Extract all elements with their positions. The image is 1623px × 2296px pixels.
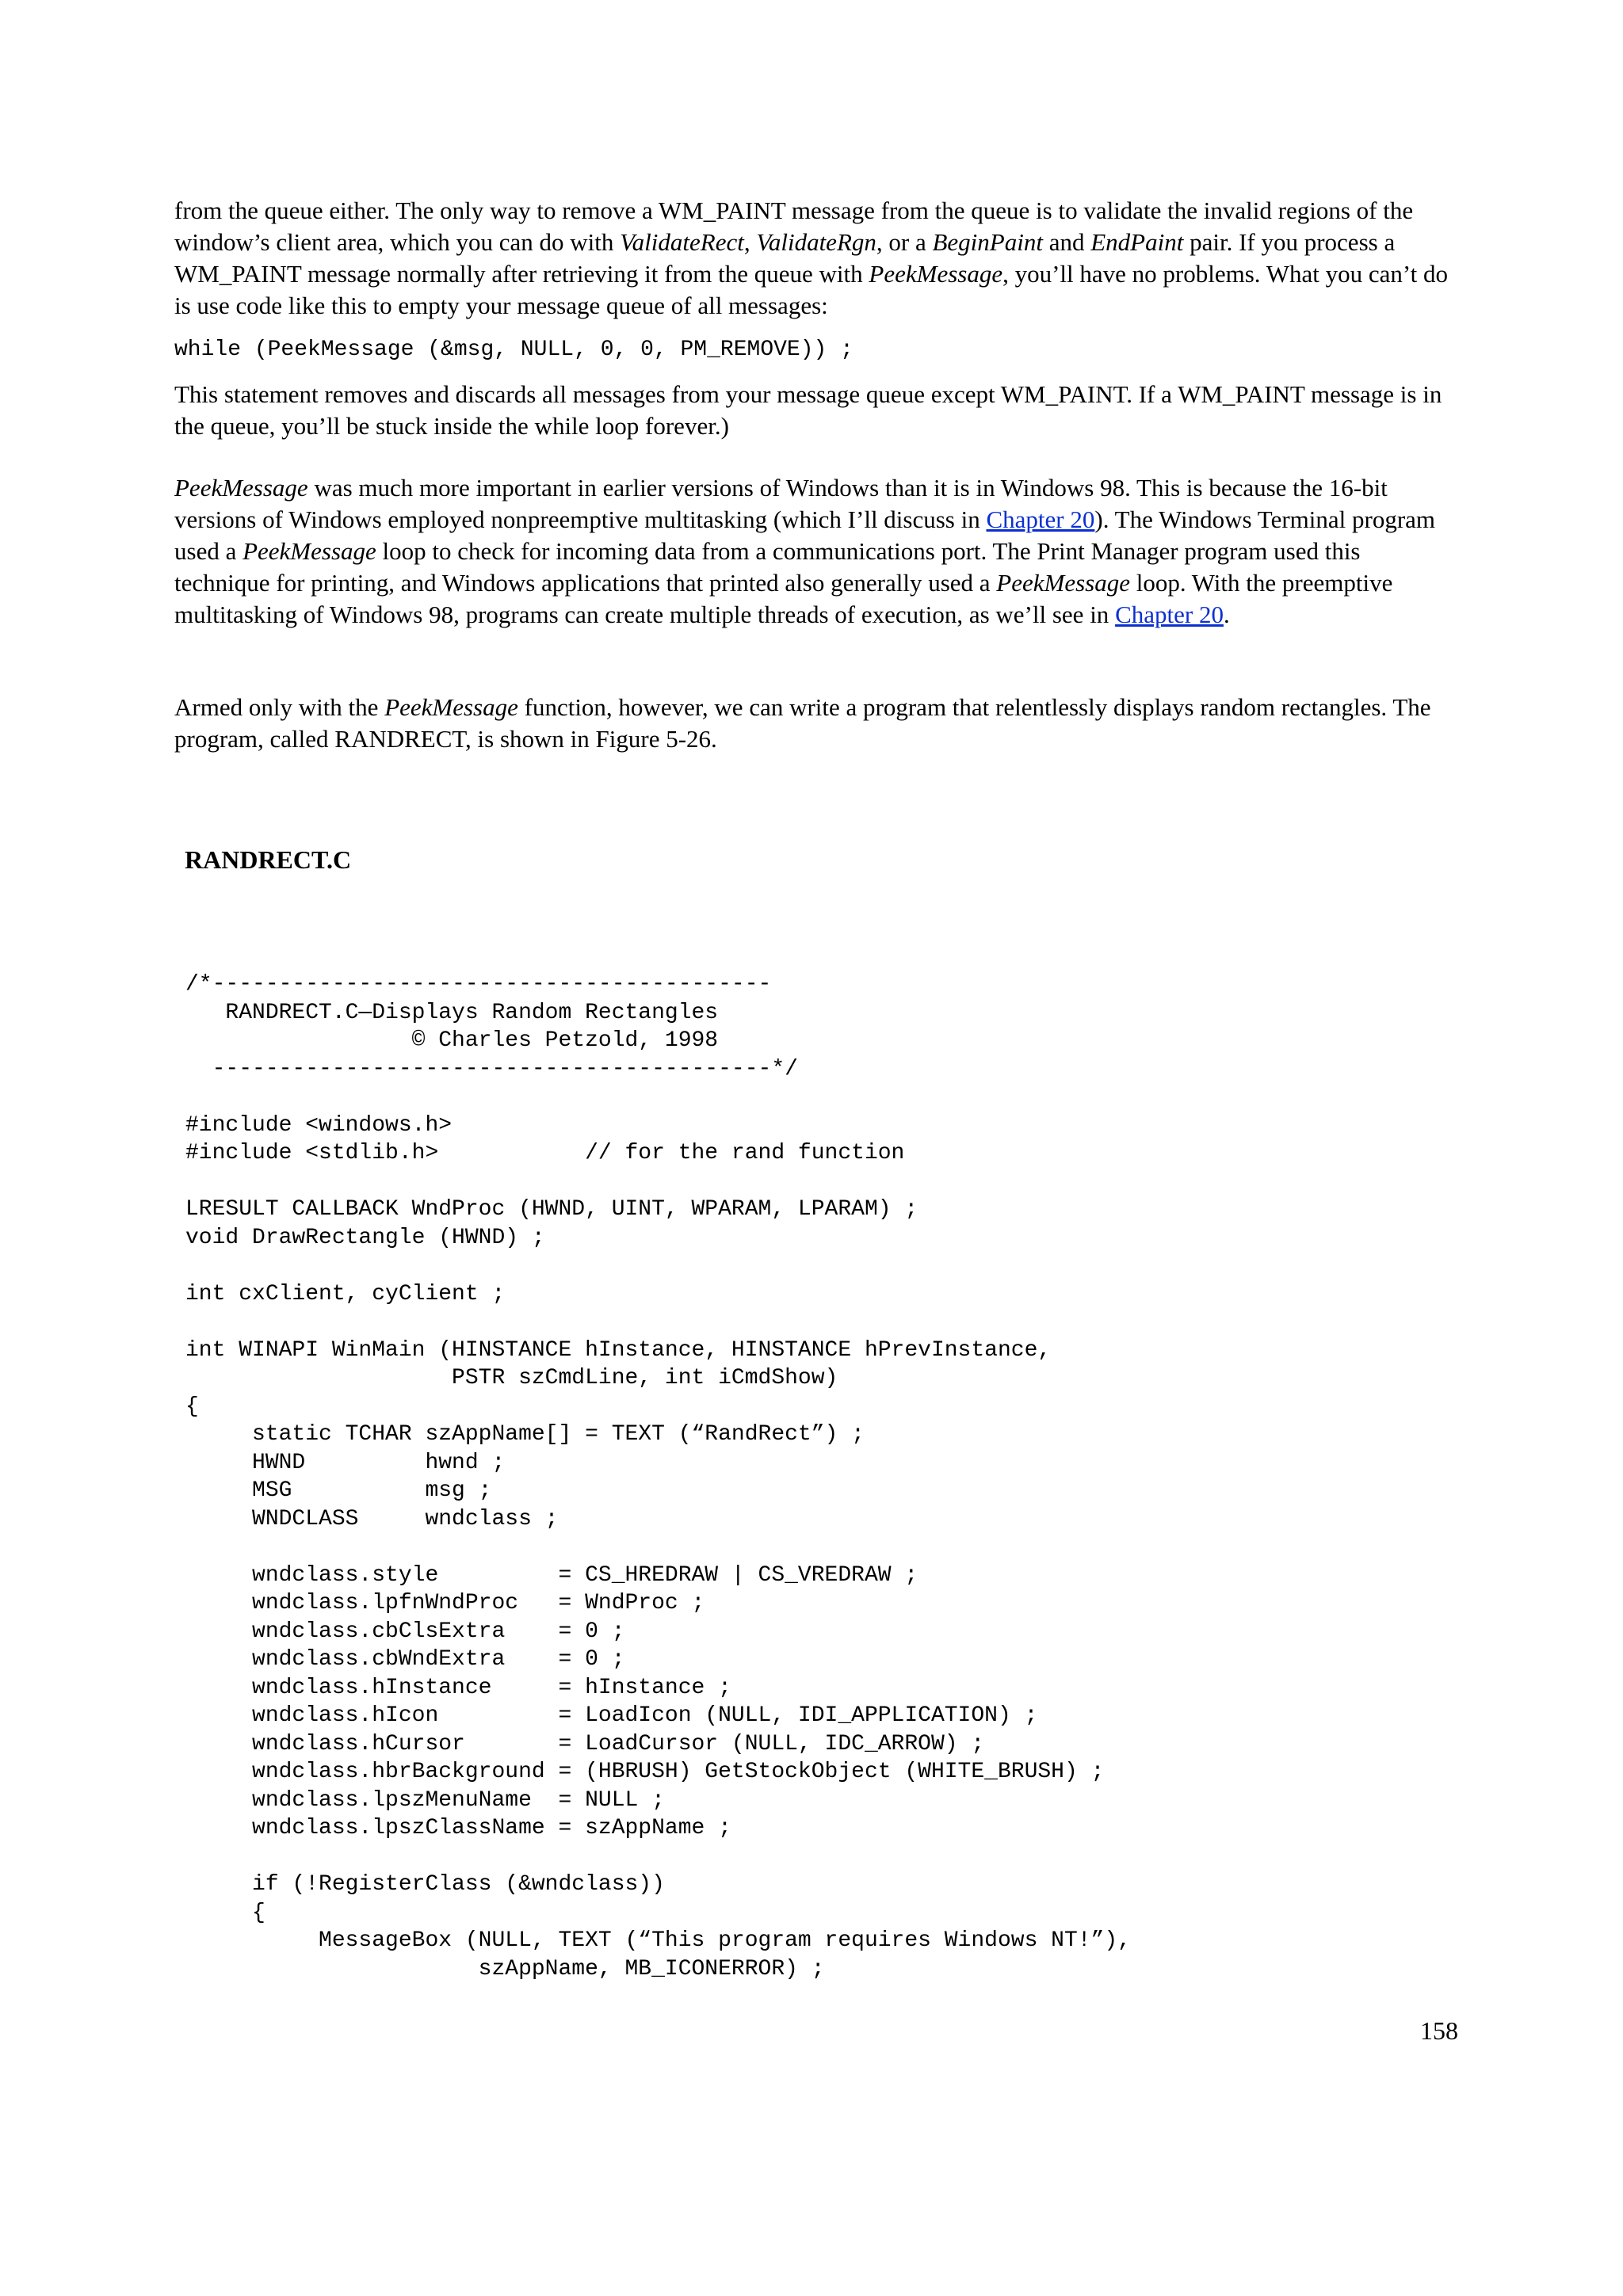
listing-title: RANDRECT.C <box>185 845 352 874</box>
text-run: loop. With the preemptive multitasking of Windows 98, programs can create multiple threads of execution, as we’ll see in <box>174 569 1393 628</box>
italic-term-peekmessage: PeekMessage <box>242 537 376 565</box>
text-run: Armed only with the <box>174 693 385 721</box>
text-run: pair. If you process a WM_PAINT message normally after retrieving it from the queue with <box>174 228 1396 288</box>
italic-term-peekmessage: PeekMessage <box>174 474 308 502</box>
text-run: , you’ll have no problems. What you can’t do is use code like this to empty your message queue of all messages: <box>174 260 1448 319</box>
italic-term-peekmessage: PeekMessage <box>869 260 1003 288</box>
text-run: and <box>1042 228 1091 256</box>
code-snippet-while-loop: while (PeekMessage (&msg, NULL, 0, 0, PM_REMOVE)) ; <box>174 338 854 362</box>
text-run: , <box>743 228 757 256</box>
chapter-20-link[interactable]: Chapter 20 <box>1115 601 1224 628</box>
text-run: ). The Windows Terminal program used a <box>174 505 1436 565</box>
text-run: loop to check for incoming data from a communications port. The Print Manager program used this technique for printing, and Windows applications that printed also generally used a <box>174 537 1361 597</box>
paragraph-validate-regions <box>174 195 1458 322</box>
code-listing: /*------------------------------------------ RANDRECT.C—Displays Random Rectangles © Charles Petzold, 1998 ------------------------------------------*/ #include <windows.h> #include <stdlib.h> // for the rand function LRESULT CALLBACK WndProc (HWND, UINT, WPARAM, LPARAM) ; void DrawRectangle (HWND) ; int cxClient, cyClient ; int WINAPI WinMain (HINSTANCE hInstance, HINSTANCE hPrevInstance, PSTR szCmdLine, int iCmdShow) { static TCHAR szAppName[] = TEXT (“RandRect”) ; HWND hwnd ; MSG msg ; WNDCLASS wndclass ; wndclass.style = CS_HREDRAW | CS_VREDRAW ; wndclass.lpfnWndProc = WndProc ; wndclass.cbClsExtra = 0 ; wndclass.cbWndExtra = 0 ; wndclass.hInstance = hInstance ; wndclass.hIcon = LoadIcon (NULL, IDI_APPLICATION) ; wndclass.hCursor = LoadCursor (NULL, IDC_ARROW) ; wndclass.hbrBackground = (HBRUSH) GetStockObject (WHITE_BRUSH) ; wndclass.lpszMenuName = NULL ; wndclass.lpszClassName = szAppName ; if (!RegisterClass (&wndclass)) { MessageBox (NULL, TEXT (“This program requires Windows NT!”), szAppName, MB_ICONERROR) ; <box>185 972 1131 1981</box>
text-run: function, however, we can write a program that relentlessly displays random rectangles. The program, called RANDRECT, is shown in Figure 5-26. <box>174 693 1431 753</box>
italic-term-endpaint: EndPaint <box>1090 228 1184 256</box>
paragraph-peekmessage-history <box>174 472 1458 631</box>
paragraph-randrect-intro <box>174 692 1458 755</box>
text-run: , or a <box>876 228 933 256</box>
text-run: was much more important in earlier versions of Windows than it is in Windows 98. This is because the 16-bit versions of Windows employed nonpreemptive multitasking (which I’ll discuss in <box>174 474 1388 533</box>
italic-term-validaterect: ValidateRect <box>620 228 744 256</box>
italic-term-beginpaint: BeginPaint <box>932 228 1043 256</box>
text-run: from the queue either. The only way to remove a WM_PAINT message from the queue is to validate the invalid regions of the window’s client area, which you can do with <box>174 196 1414 256</box>
italic-term-peekmessage: PeekMessage <box>996 569 1130 597</box>
page-number: 158 <box>1420 2016 1458 2045</box>
paragraph-removes-messages: This statement removes and discards all messages from your message queue except WM_PAINT. If a WM_PAINT message is in the queue, you’ll be stuck inside the while loop forever.) <box>174 380 1442 440</box>
italic-term-validatergn: ValidateRgn <box>756 228 876 256</box>
chapter-20-link[interactable]: Chapter 20 <box>986 505 1095 533</box>
italic-term-peekmessage: PeekMessage <box>384 693 518 721</box>
text-run: . <box>1223 601 1230 628</box>
